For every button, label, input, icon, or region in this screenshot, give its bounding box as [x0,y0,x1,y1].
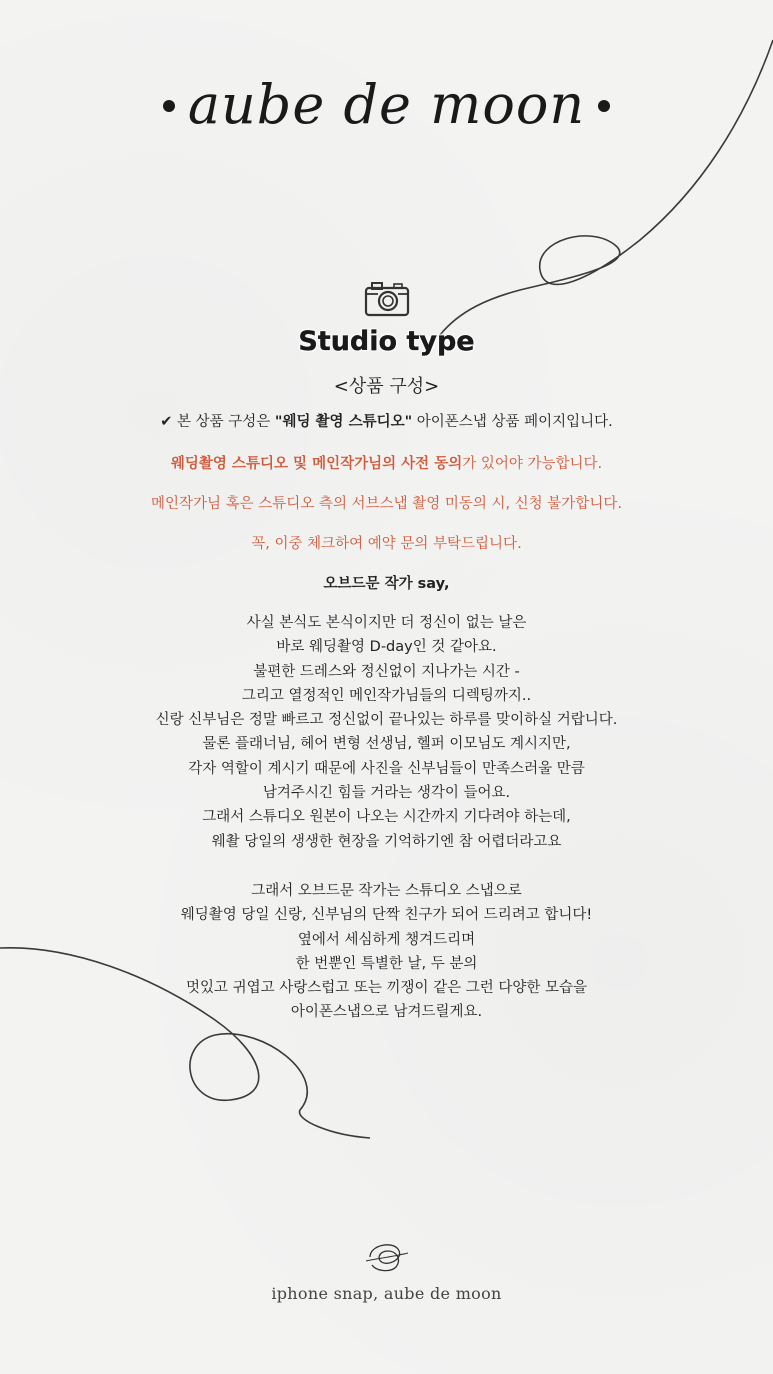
author-say-heading: 오브드문 작가 say, [323,576,450,592]
notice-product-scope [0,410,773,431]
story-line: 아이폰스냅으로 남겨드릴게요. [290,1004,483,1021]
story-paragraph-1 [0,611,773,854]
story-line: 그리고 열정적인 메인작가님들의 디렉팅까지.. [241,687,532,704]
story-paragraph-2 [0,879,773,1025]
story-line: 멋있고 귀엽고 사랑스럽고 또는 끼쟁이 같은 그런 다양한 모습을 [185,980,588,997]
story-line: 남겨주시긴 힘들 거라는 생각이 들어요. [262,785,511,802]
story-line: 그래서 오브드문 작가는 스튜디오 스냅으로 [251,883,522,899]
notice-product-scope-prefix: ✔ 본 상품 구성은 [160,414,275,430]
notice-consent-bold: 웨딩촬영 스튜디오 및 메인작가님의 사전 동의 [170,456,463,472]
notice-disagreement: 메인작가님 혹은 스튜디오 측의 서브스냅 촬영 미동의 시, 신청 불가합니다. [151,496,622,512]
brand-dot-left [163,100,175,112]
story-line: 웨딩촬영 당일 신랑, 신부님의 단짝 친구가 되어 드리려고 합니다! [180,907,593,924]
story-line: 그래서 스튜디오 원본이 나오는 시간까지 기다려야 하는데, [202,809,571,826]
story-line: 불편한 드레스와 정신없이 지나가는 시간 - [253,663,520,680]
story-line: 각자 역할이 계시기 때문에 사진을 신부님들이 만족스러울 만큼 [188,760,585,777]
story-line: 사실 본식도 본식이지만 더 정신이 없는 날은 [246,615,527,631]
story-line: 신랑 신부님은 정말 빠르고 정신없이 끝나있는 하루를 맞이하실 거랍니다. [155,712,618,729]
brand-dot-right [598,100,610,112]
brand-header [0,62,773,152]
monogram-logo-icon [362,1235,412,1275]
notice-consent [0,452,773,473]
brand-logo-text: aube de moon [187,73,586,136]
section-title: Studio type [298,326,475,357]
camera-icon [364,280,410,318]
footer-tagline: iphone snap, aube de moon [271,1284,502,1303]
notice-product-scope-suffix: 아이폰스냅 상품 페이지입니다. [412,414,613,430]
story-line: 물론 플래너님, 헤어 변형 선생님, 헬퍼 이모님도 계시지만, [202,736,571,753]
story-line: 옆에서 세심하게 챙겨드리며 [297,931,476,948]
notice-product-scope-bold: "웨딩 촬영 스튜디오" [274,414,413,430]
story-line: 한 번뿐인 특별한 날, 두 분의 [295,955,478,972]
notice-double-check: 꼭, 이중 체크하여 예약 문의 부탁드립니다. [251,536,522,552]
story-line: 웨촬 당일의 생생한 현장을 기억하기엔 참 어렵더라고요 [211,833,562,850]
notice-consent-suffix: 가 있어야 가능합니다. [462,456,603,472]
story-line: 바로 웨딩촬영 D-day인 것 같아요. [276,639,497,656]
section-subtitle: <상품 구성> [333,376,440,397]
